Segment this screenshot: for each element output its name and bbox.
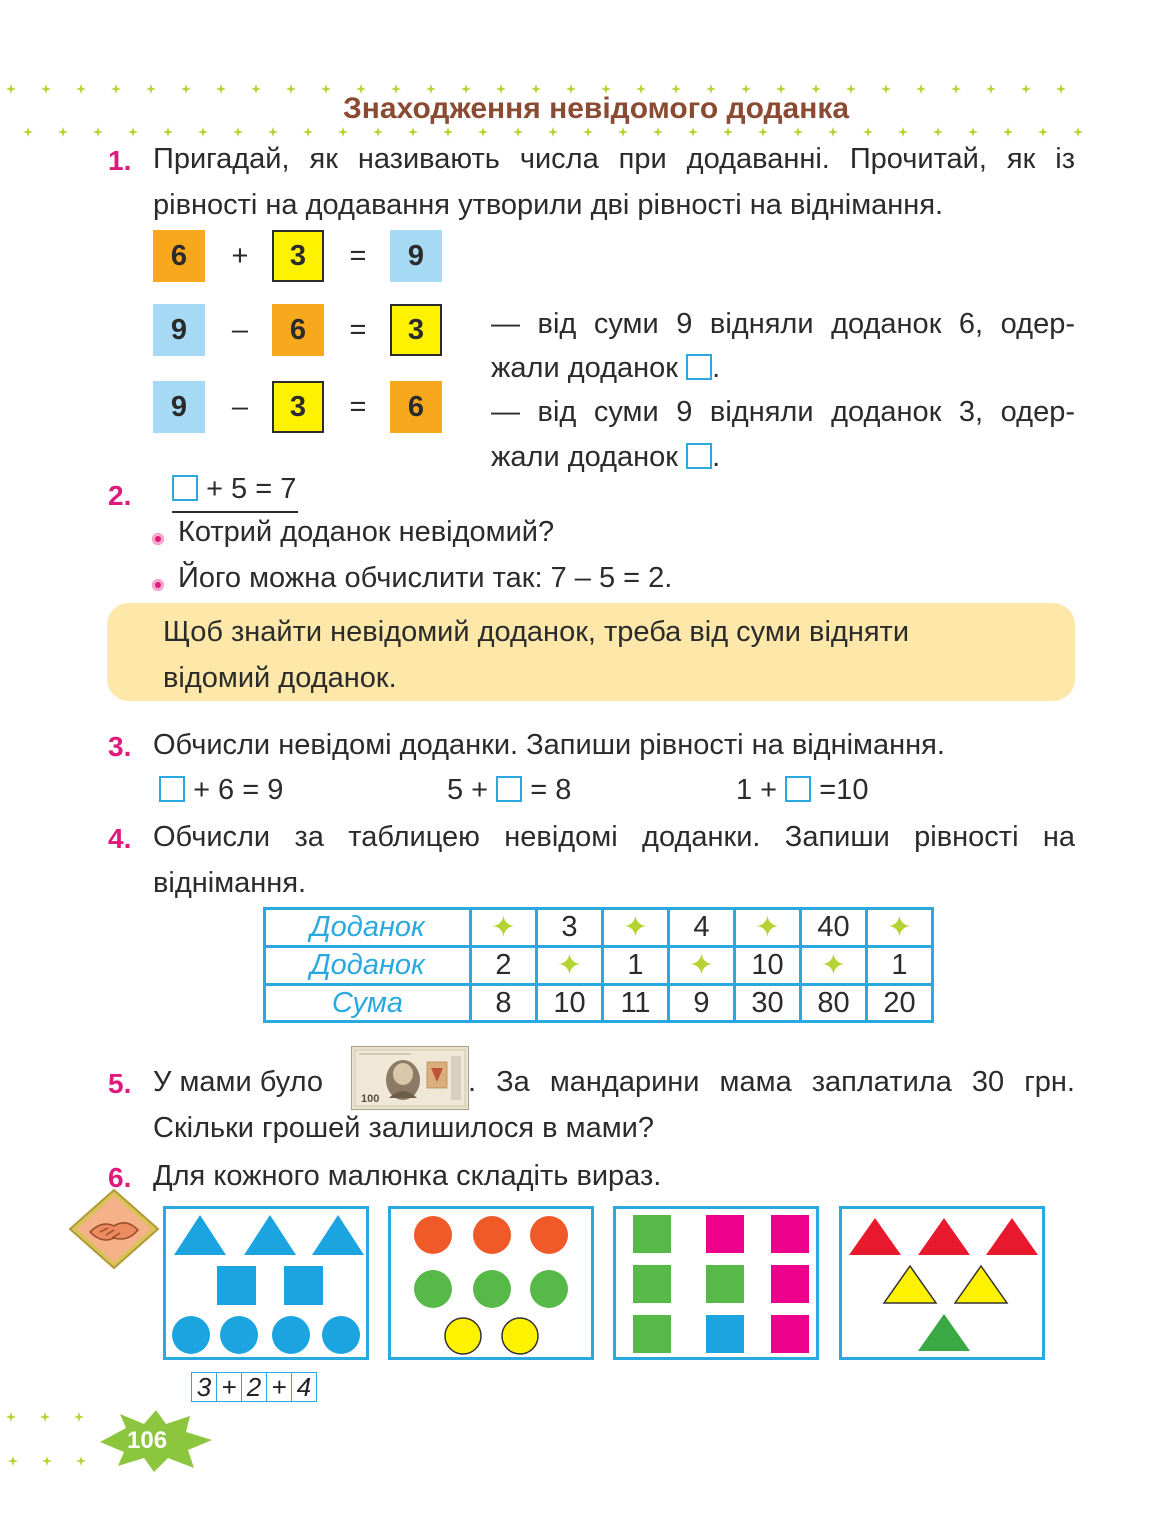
star-icon	[58, 127, 68, 137]
exercise-2-question-1: Котрий доданок невідомий?	[178, 516, 555, 548]
sample-expression-cells	[191, 1372, 317, 1402]
star-icon	[6, 1412, 16, 1422]
table-cell: ✦	[867, 909, 933, 947]
star-icon	[23, 127, 33, 137]
circle-shape	[502, 1318, 538, 1354]
star-icon	[93, 127, 103, 137]
tile-addend-1: 6	[390, 381, 442, 433]
explanation-text: жали доданок	[491, 352, 678, 384]
answer-box[interactable]	[159, 776, 185, 802]
equation-text: =10	[819, 774, 869, 806]
tile-sum: 9	[390, 230, 442, 282]
exercise-4-number: 4.	[108, 823, 132, 854]
tile-sum: 9	[153, 381, 205, 433]
minus-sign: –	[231, 314, 249, 346]
row-label: Доданок	[265, 909, 471, 947]
explanation-text: жали доданок	[491, 441, 678, 473]
triangle-shape	[955, 1266, 1007, 1303]
expression-cell: +	[217, 1373, 242, 1401]
table-cell: 20	[867, 985, 933, 1022]
equation-text: + 5 = 7	[206, 473, 297, 505]
square-shape	[706, 1265, 744, 1303]
exercise-3-number: 3.	[108, 731, 132, 762]
table-cell: 1	[867, 947, 933, 985]
table-row-addend-2	[265, 947, 933, 985]
table-row-addend-1	[265, 909, 933, 947]
triangle-shape	[918, 1314, 970, 1351]
table-cell: ✦	[801, 947, 867, 985]
square-shape	[771, 1215, 809, 1253]
plus-sign: +	[231, 240, 249, 272]
triangle-shape	[918, 1218, 970, 1255]
exercise-1-number: 1.	[108, 145, 132, 176]
exercise-3-equation-3	[736, 767, 868, 813]
square-shape	[706, 1215, 744, 1253]
picture-3	[613, 1206, 819, 1360]
triangle-shape	[849, 1218, 901, 1255]
exercise-2-question-2: Його можна обчислити так: 7 – 5 = 2.	[178, 562, 673, 594]
explanation-2-line2	[491, 434, 720, 480]
table-cell: 40	[801, 909, 867, 947]
circle-shape	[322, 1316, 360, 1354]
row-label: Сума	[265, 985, 471, 1022]
expression-cell: 4	[296, 1372, 312, 1402]
star-icon	[128, 127, 138, 137]
row-label: Доданок	[265, 947, 471, 985]
table-cell: ✦	[669, 947, 735, 985]
tile-addend-1: 6	[272, 304, 324, 356]
answer-box[interactable]	[686, 443, 712, 469]
minus-sign: –	[231, 391, 249, 423]
picture-2	[388, 1206, 594, 1360]
table-cell: 11	[603, 985, 669, 1022]
expression-cell: 2	[242, 1373, 267, 1401]
circle-shape	[272, 1316, 310, 1354]
period: .	[712, 441, 721, 473]
answer-box[interactable]	[496, 776, 522, 802]
answer-box[interactable]	[172, 475, 198, 501]
table-cell: ✦	[471, 909, 537, 947]
star-icon	[40, 1412, 50, 1422]
exercise-4-text-line1: Обчисли за таблицею невідомі доданки. Запиши рівності на	[153, 821, 1075, 853]
exercise-5-text-end: . За мандарини мама заплатила 30 грн.	[468, 1066, 1075, 1098]
star-icon	[74, 1412, 84, 1422]
answer-box[interactable]	[686, 354, 712, 380]
explanation-1-line1: — від суми 9 відняли доданок 6, одер-	[491, 308, 1075, 340]
tile-addend-2: 3	[272, 381, 324, 433]
square-shape	[217, 1266, 256, 1305]
circle-shape	[473, 1270, 511, 1308]
circle-shape	[172, 1316, 210, 1354]
exercise-6-text: Для кожного малюнка складіть вираз.	[153, 1160, 662, 1192]
square-shape	[771, 1315, 809, 1353]
exercise-1-text-line1: Пригадай, як називають числа при додаванні. Прочитай, як із	[153, 143, 1075, 175]
table-cell: 2	[471, 947, 537, 985]
square-shape	[633, 1215, 671, 1253]
triangle-shape	[174, 1215, 226, 1255]
tile-addend-1: 6	[153, 230, 205, 282]
triangle-shape	[312, 1215, 364, 1255]
exercise-5-number: 5.	[108, 1068, 132, 1099]
explanation-2-line1: — від суми 9 відняли доданок 3, одер-	[491, 396, 1075, 428]
star-icon	[76, 1456, 86, 1466]
pair-work-handshake-icon	[68, 1188, 160, 1270]
table-cell: 3	[537, 909, 603, 947]
banknote-100-icon	[351, 1046, 469, 1110]
bullet-icon	[152, 533, 164, 545]
page-number: 106	[127, 1427, 168, 1454]
exercise-5-text-start: У мами було	[153, 1066, 323, 1098]
table-cell: ✦	[537, 947, 603, 985]
answer-box[interactable]	[785, 776, 811, 802]
rule-line-2: відомий доданок.	[163, 662, 397, 694]
table-cell: 10	[537, 985, 603, 1022]
table-cell: 30	[735, 985, 801, 1022]
exercise-6-number: 6.	[108, 1162, 132, 1193]
exercise-2-equation	[172, 467, 298, 513]
square-shape	[633, 1315, 671, 1353]
star-icon	[8, 1456, 18, 1466]
table-cell: 9	[669, 985, 735, 1022]
square-shape	[771, 1265, 809, 1303]
square-shape	[633, 1265, 671, 1303]
picture-4	[839, 1206, 1045, 1360]
expression-cell: +	[267, 1373, 292, 1401]
triangle-shape	[986, 1218, 1038, 1255]
circle-shape	[220, 1316, 258, 1354]
equals-sign: =	[349, 240, 367, 272]
banknote-value: 100	[361, 1093, 380, 1105]
table-cell: 8	[471, 985, 537, 1022]
expression-cell: 3	[192, 1373, 217, 1401]
tile-sum: 9	[153, 304, 205, 356]
period: .	[712, 352, 721, 384]
equation-text: + 6 = 9	[193, 774, 284, 806]
exercise-3-equation-2	[447, 767, 571, 813]
circle-shape	[414, 1216, 452, 1254]
explanation-1-line2	[491, 345, 720, 391]
addends-table	[263, 907, 934, 1023]
star-icon	[42, 1456, 52, 1466]
exercise-5-text-line2: Скільки грошей залишилося в мами?	[153, 1112, 654, 1144]
equals-sign: =	[349, 314, 367, 346]
exercise-2-number: 2.	[108, 480, 132, 511]
tile-addend-2: 3	[390, 304, 442, 356]
table-cell: ✦	[735, 909, 801, 947]
triangle-shape	[244, 1215, 296, 1255]
table-cell: 80	[801, 985, 867, 1022]
exercise-4-text-line2: віднімання.	[153, 867, 307, 899]
equals-sign: =	[349, 391, 367, 423]
triangle-shape	[884, 1266, 936, 1303]
circle-shape	[530, 1270, 568, 1308]
circle-shape	[473, 1216, 511, 1254]
square-shape	[284, 1266, 323, 1305]
picture-1	[163, 1206, 369, 1360]
circle-shape	[445, 1318, 481, 1354]
page-title: Знаходження невідомого доданка	[342, 92, 850, 125]
table-cell: 1	[603, 947, 669, 985]
rule-line-1: Щоб знайти невідомий доданок, треба від суми відняти	[163, 616, 910, 648]
equation-text: = 8	[530, 774, 572, 806]
equation-text: 1 +	[736, 774, 778, 806]
table-cell: ✦	[603, 909, 669, 947]
exercise-1-text-line2: рівності на додавання утворили дві рівності на віднімання.	[153, 189, 944, 221]
exercise-3-equation-1	[159, 767, 283, 813]
exercise-3-text: Обчисли невідомі доданки. Запиши рівності на віднімання.	[153, 729, 945, 761]
table-row-sum	[265, 985, 933, 1022]
equation-text: 5 +	[447, 774, 489, 806]
square-shape	[706, 1315, 744, 1353]
table-cell: 10	[735, 947, 801, 985]
circle-shape	[414, 1270, 452, 1308]
bullet-icon	[152, 579, 164, 591]
tile-addend-2: 3	[272, 230, 324, 282]
circle-shape	[530, 1216, 568, 1254]
table-cell: 4	[669, 909, 735, 947]
